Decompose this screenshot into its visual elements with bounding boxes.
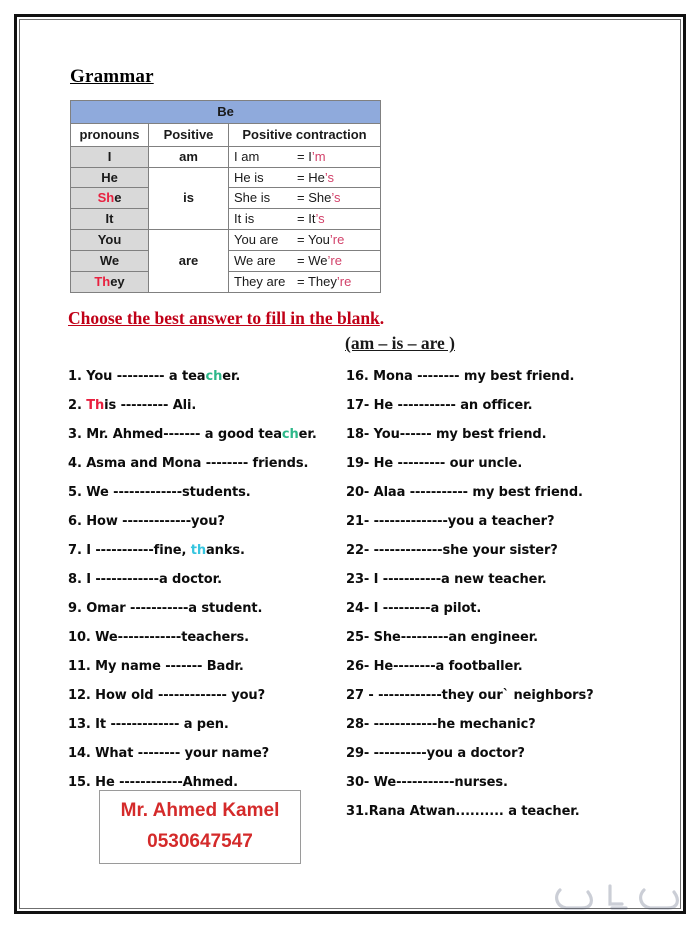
contraction-full-form: You are bbox=[234, 232, 279, 248]
question-item-left bbox=[68, 776, 324, 789]
question-column-left bbox=[28, 370, 324, 834]
answer-blank: --------- bbox=[382, 600, 431, 616]
highlighted-letters: th bbox=[190, 542, 206, 558]
question-text: a footballer. bbox=[435, 658, 523, 674]
question-text: I bbox=[81, 571, 96, 587]
question-item-right bbox=[346, 428, 672, 441]
question-number: 25- bbox=[346, 629, 370, 645]
contraction-full-form: It is bbox=[234, 211, 255, 227]
pronoun-cell: I bbox=[71, 146, 149, 167]
contact-phone: 0530647547 bbox=[147, 831, 253, 852]
question-number: 17- bbox=[346, 397, 370, 413]
answer-blank: ------------ bbox=[373, 716, 438, 732]
question-number: 4. bbox=[68, 455, 82, 471]
positive-verb-cell: am bbox=[149, 146, 229, 167]
answer-blank: ------------- bbox=[157, 687, 227, 703]
question-text: How old bbox=[90, 687, 158, 703]
contraction-base: It bbox=[308, 211, 316, 227]
question-text: he mechanic? bbox=[437, 716, 536, 732]
pronoun-cell: We bbox=[71, 251, 149, 272]
answer-blank: ------------- bbox=[122, 513, 192, 529]
question-text: a good tea bbox=[200, 426, 282, 442]
question-text: you a teacher? bbox=[447, 513, 555, 529]
question-text: er. bbox=[222, 368, 241, 384]
answer-blank: ------------ bbox=[117, 629, 182, 645]
contraction-suffix: ’re bbox=[336, 273, 352, 289]
question-text: We bbox=[81, 484, 114, 500]
question-text: He bbox=[369, 658, 394, 674]
question-item-right bbox=[346, 515, 672, 528]
question-item-left bbox=[68, 457, 324, 470]
question-item-left bbox=[68, 544, 324, 557]
pronoun-cell bbox=[71, 188, 149, 209]
question-item-left bbox=[68, 602, 324, 615]
contraction-full-form: He is bbox=[234, 169, 264, 185]
question-item-left bbox=[68, 689, 324, 702]
question-text: Ali. bbox=[168, 397, 197, 413]
question-number: 7. bbox=[68, 542, 82, 558]
answer-blank: .......... bbox=[455, 803, 504, 819]
answer-blank: ---------- bbox=[373, 745, 427, 761]
answer-blank: --------- bbox=[120, 397, 169, 413]
question-item-right bbox=[346, 457, 672, 470]
question-item-right bbox=[346, 776, 672, 789]
pronoun-cell: It bbox=[71, 209, 149, 230]
answer-blank: ------------- bbox=[373, 542, 443, 558]
pronoun-highlight: Th bbox=[94, 273, 111, 289]
instruction-block bbox=[68, 307, 672, 356]
contraction-cell bbox=[229, 271, 381, 292]
question-text: an officer. bbox=[455, 397, 533, 413]
answer-blank: -------------- bbox=[373, 513, 448, 529]
question-item-right bbox=[346, 631, 672, 644]
question-number: 3. bbox=[68, 426, 82, 442]
answer-blank: ----------- bbox=[396, 774, 455, 790]
col-header-positive-contraction: Positive contraction bbox=[229, 123, 381, 146]
question-number: 8. bbox=[68, 571, 82, 587]
question-text: Ahmed. bbox=[182, 774, 238, 790]
question-text: He bbox=[90, 774, 120, 790]
answer-blank: ------------- bbox=[113, 484, 182, 500]
question-number: 21- bbox=[346, 513, 370, 529]
question-text: my best friend. bbox=[467, 484, 583, 500]
contraction-full-form: We are bbox=[234, 253, 276, 269]
question-text: my best friend. bbox=[459, 368, 575, 384]
instruction-period: . bbox=[379, 307, 385, 328]
contraction-suffix: ’s bbox=[315, 211, 325, 227]
question-text: I bbox=[369, 571, 383, 587]
question-text: I bbox=[369, 600, 383, 616]
question-item-right bbox=[346, 689, 672, 702]
question-number: 13. bbox=[68, 716, 91, 732]
question-column-right bbox=[324, 370, 672, 834]
contraction-suffix: ’re bbox=[327, 253, 342, 269]
highlighted-letters: ch bbox=[205, 368, 223, 384]
question-text: your name? bbox=[180, 745, 270, 761]
contraction-suffix: ’m bbox=[311, 148, 326, 164]
question-item-right bbox=[346, 747, 672, 760]
instruction-line-2-wrap bbox=[68, 332, 672, 356]
equals-sign: = bbox=[297, 190, 309, 206]
instruction-line-2: (am – is – are ) bbox=[345, 333, 455, 354]
equals-sign: = bbox=[297, 169, 309, 185]
question-text: anks. bbox=[206, 542, 245, 558]
contraction-cell bbox=[229, 188, 381, 209]
answer-blank: -------- bbox=[417, 368, 460, 384]
answer-blank: -------- bbox=[393, 658, 436, 674]
question-text: You bbox=[81, 368, 117, 384]
positive-verb-cell: is bbox=[149, 167, 229, 230]
table-header-row bbox=[71, 101, 381, 124]
question-text: teachers. bbox=[181, 629, 249, 645]
equals-sign: = bbox=[297, 148, 309, 164]
answer-blank: ------------ bbox=[95, 571, 159, 587]
question-text: an engineer. bbox=[448, 629, 538, 645]
col-header-pronouns: pronouns bbox=[71, 123, 149, 146]
question-text: I bbox=[81, 542, 96, 558]
question-item-left bbox=[68, 631, 324, 644]
question-number: 20- bbox=[346, 484, 370, 500]
contraction-cell bbox=[229, 230, 381, 251]
question-text: She bbox=[369, 629, 401, 645]
question-number: 12. bbox=[68, 687, 91, 703]
page-content bbox=[28, 28, 672, 900]
contraction-suffix: ’s bbox=[331, 190, 341, 206]
question-item-left bbox=[68, 486, 324, 499]
question-text: you? bbox=[226, 687, 266, 703]
question-text: Rana Atwan bbox=[368, 803, 456, 819]
answer-blank: ----------- bbox=[409, 484, 468, 500]
question-number: 2. bbox=[68, 397, 82, 413]
question-text: Badr. bbox=[202, 658, 244, 674]
answer-blank: ----------- bbox=[397, 397, 456, 413]
question-text: she your sister? bbox=[442, 542, 558, 558]
question-text: our uncle. bbox=[445, 455, 523, 471]
question-item-left bbox=[68, 370, 324, 383]
question-text: a tea bbox=[164, 368, 206, 384]
contraction-base: I bbox=[308, 148, 312, 164]
question-text: a pen. bbox=[179, 716, 229, 732]
pronoun-cell: You bbox=[71, 230, 149, 251]
answer-blank: -------- bbox=[137, 745, 181, 761]
question-text: What bbox=[90, 745, 138, 761]
question-text: they our` neighbors? bbox=[441, 687, 594, 703]
question-number: 24- bbox=[346, 600, 370, 616]
question-item-right bbox=[346, 544, 672, 557]
question-text: Mr. Ahmed bbox=[81, 426, 164, 442]
question-text: Omar bbox=[81, 600, 131, 616]
pronoun-highlight: Sh bbox=[97, 190, 115, 206]
question-text: you a doctor? bbox=[426, 745, 525, 761]
question-text: a teacher. bbox=[503, 803, 580, 819]
col-header-positive: Positive bbox=[149, 123, 229, 146]
question-text: You bbox=[369, 426, 400, 442]
question-text: a doctor. bbox=[158, 571, 222, 587]
question-text: fine, bbox=[153, 542, 191, 558]
be-table-body bbox=[71, 146, 381, 292]
pronoun-cell bbox=[71, 271, 149, 292]
contraction-base: We bbox=[308, 253, 328, 269]
pronoun-cell: He bbox=[71, 167, 149, 188]
answer-blank: ----------- bbox=[95, 542, 154, 558]
question-item-left bbox=[68, 660, 324, 673]
question-number: 18- bbox=[346, 426, 370, 442]
question-item-right bbox=[346, 660, 672, 673]
question-item-right bbox=[346, 718, 672, 731]
answer-blank: --------- bbox=[397, 455, 446, 471]
question-item-left bbox=[68, 399, 324, 412]
question-item-right bbox=[346, 370, 672, 383]
table-column-header-row bbox=[71, 123, 381, 146]
question-text: my best friend. bbox=[431, 426, 547, 442]
contraction-suffix: ’s bbox=[324, 169, 334, 185]
contraction-cell bbox=[229, 209, 381, 230]
contraction-base: She bbox=[308, 190, 332, 206]
page-title: Grammar bbox=[70, 66, 154, 87]
question-text: a new teacher. bbox=[441, 571, 547, 587]
answer-blank: ------------ bbox=[378, 687, 442, 703]
contraction-base: You bbox=[307, 232, 330, 248]
question-number: 30- bbox=[346, 774, 370, 790]
contraction-cell bbox=[229, 167, 381, 188]
instruction-line-1: Choose the best answer to fill in the blank bbox=[68, 307, 380, 328]
question-text: a pilot. bbox=[430, 600, 482, 616]
question-number: 29- bbox=[346, 745, 370, 761]
question-text: We bbox=[90, 629, 118, 645]
equals-sign: = bbox=[297, 253, 309, 269]
table-row bbox=[71, 167, 381, 188]
answer-blank: --------- bbox=[116, 368, 165, 384]
question-number: 23- bbox=[346, 571, 370, 587]
question-number: 22- bbox=[346, 542, 370, 558]
question-text: nurses. bbox=[454, 774, 508, 790]
question-number: 9. bbox=[68, 600, 82, 616]
question-text: friends. bbox=[248, 455, 309, 471]
question-number: 11. bbox=[68, 658, 91, 674]
question-text: er. bbox=[298, 426, 317, 442]
question-item-left bbox=[68, 573, 324, 586]
question-number: 26- bbox=[346, 658, 370, 674]
question-item-left bbox=[68, 428, 324, 441]
contraction-cell bbox=[229, 146, 381, 167]
question-text: We bbox=[369, 774, 397, 790]
question-text: My name bbox=[90, 658, 166, 674]
be-table-container bbox=[70, 100, 672, 293]
question-number: 6. bbox=[68, 513, 82, 529]
question-number: 31. bbox=[346, 803, 369, 819]
question-item-left bbox=[68, 747, 324, 760]
question-item-left bbox=[68, 515, 324, 528]
question-number: 27 - bbox=[346, 687, 374, 703]
equals-sign: = bbox=[297, 211, 309, 227]
question-item-right bbox=[346, 602, 672, 615]
answer-blank: ------- bbox=[163, 426, 201, 442]
question-text: students. bbox=[182, 484, 251, 500]
contraction-base: They bbox=[307, 273, 337, 289]
question-text: Asma and Mona bbox=[81, 455, 206, 471]
pronoun-rest: ey bbox=[110, 273, 125, 289]
pronoun-rest: e bbox=[114, 190, 122, 206]
answer-blank: ----------- bbox=[130, 600, 189, 616]
question-number: 1. bbox=[68, 368, 82, 384]
equals-sign: = bbox=[297, 232, 308, 248]
question-columns bbox=[28, 370, 672, 834]
question-number: 16. bbox=[346, 368, 369, 384]
answer-blank: ------ bbox=[399, 426, 432, 442]
question-text: How bbox=[81, 513, 123, 529]
answer-blank: --------- bbox=[400, 629, 449, 645]
be-title-cell: Be bbox=[71, 101, 381, 124]
contact-name: Mr. Ahmed Kamel bbox=[120, 800, 280, 822]
question-text: He bbox=[369, 455, 398, 471]
table-row bbox=[71, 230, 381, 251]
question-number: 28- bbox=[346, 716, 370, 732]
positive-verb-cell: are bbox=[149, 230, 229, 293]
question-number: 15. bbox=[68, 774, 91, 790]
question-item-right bbox=[346, 399, 672, 412]
contraction-full-form: They are bbox=[234, 273, 286, 289]
question-item-right bbox=[346, 805, 672, 818]
contraction-suffix: ’re bbox=[329, 232, 345, 248]
question-text: It bbox=[90, 716, 111, 732]
question-text: He bbox=[369, 397, 398, 413]
question-item-right bbox=[346, 573, 672, 586]
contraction-full-form: I am bbox=[234, 148, 260, 164]
answer-blank: ------------- bbox=[110, 716, 180, 732]
answer-blank: -------- bbox=[205, 455, 249, 471]
contraction-cell bbox=[229, 251, 381, 272]
answer-blank: ------------ bbox=[119, 774, 183, 790]
question-number: 10. bbox=[68, 629, 91, 645]
question-item-left bbox=[68, 718, 324, 731]
answer-blank: ----------- bbox=[382, 571, 442, 587]
contact-info-box bbox=[99, 790, 301, 864]
contraction-full-form: She is bbox=[234, 190, 271, 206]
question-text: Alaa bbox=[369, 484, 410, 500]
highlighted-letters: ch bbox=[281, 426, 299, 442]
be-verb-table bbox=[70, 100, 381, 293]
question-item-right bbox=[346, 486, 672, 499]
question-text: you? bbox=[191, 513, 225, 529]
question-number: 14. bbox=[68, 745, 91, 761]
question-number: 5. bbox=[68, 484, 82, 500]
table-row bbox=[71, 146, 381, 167]
question-text: Mona bbox=[368, 368, 418, 384]
highlighted-letters: Th bbox=[86, 397, 105, 413]
answer-blank: ------- bbox=[165, 658, 203, 674]
question-number: 19- bbox=[346, 455, 370, 471]
question-text: is bbox=[104, 397, 121, 413]
question-text: a student. bbox=[188, 600, 263, 616]
equals-sign: = bbox=[297, 273, 308, 289]
contraction-base: He bbox=[308, 169, 325, 185]
